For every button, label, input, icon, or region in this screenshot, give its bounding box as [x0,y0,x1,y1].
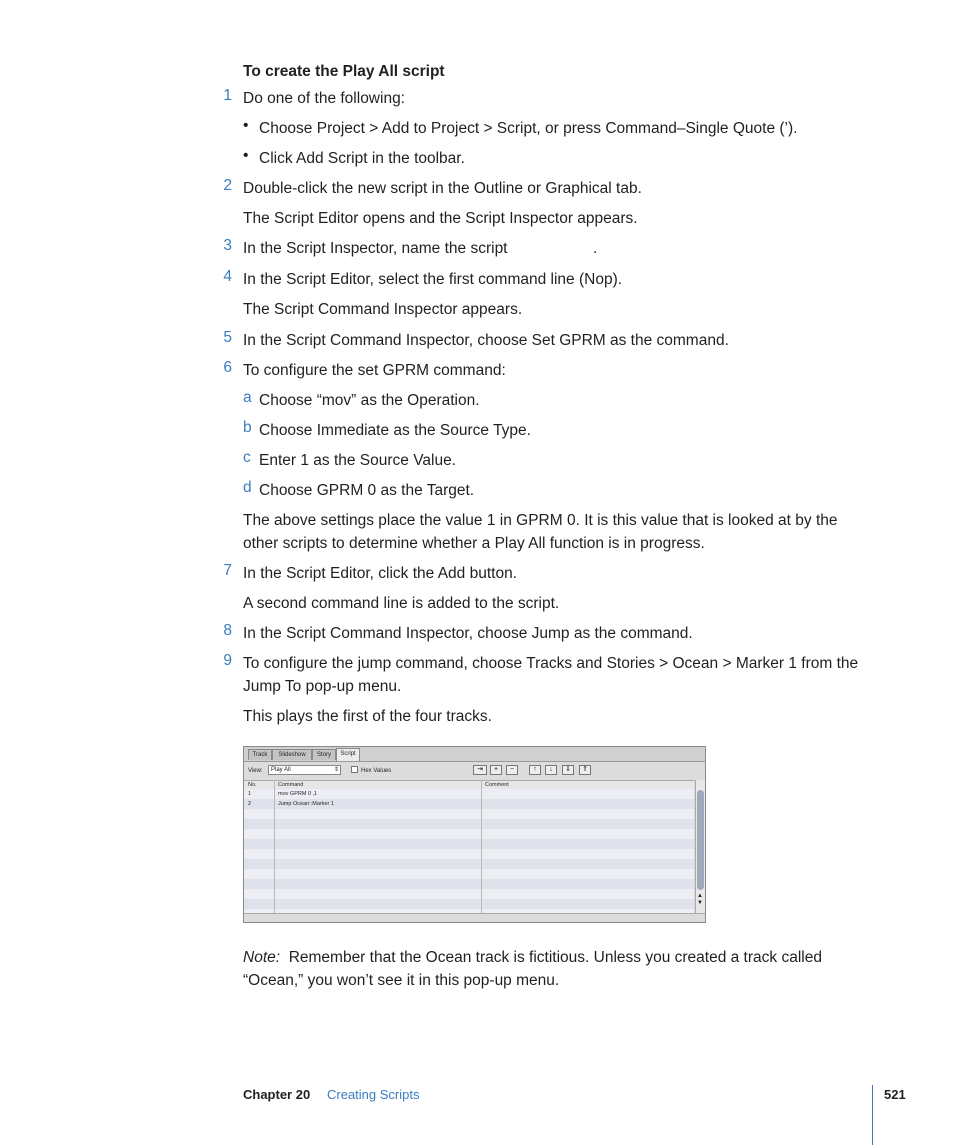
page-number: 521 [884,1087,906,1102]
table-row[interactable] [244,829,694,839]
tab-slideshow[interactable]: Slideshow [272,749,312,760]
table-row[interactable] [244,859,694,869]
view-popup[interactable] [268,765,341,775]
footer-title: Creating Scripts [327,1087,420,1102]
step-result: The Script Editor opens and the Script Inspector appears. [243,210,638,227]
substep-text: Choose “mov” as the Operation. [259,392,480,409]
tab-track[interactable]: Track [248,749,272,760]
step-number: 4 [223,268,232,285]
step-text: In the Script Command Inspector, choose Set GPRM as the command. [243,332,729,349]
step-text: Double-click the new script in the Outline or Graphical tab. [243,180,642,197]
step-text: In the Script Editor, select the first command line (Nop). [243,271,623,288]
cell-command: mov GPRM 0 ,1 [278,791,318,797]
table-row[interactable] [244,789,694,799]
step-number: 7 [223,562,232,579]
scroll-thumb[interactable] [697,790,704,890]
script-toolbar [244,762,705,780]
col-command[interactable]: Command [278,782,304,788]
table-row[interactable] [244,819,694,829]
table-row[interactable] [244,849,694,859]
insert-icon[interactable]: ⇥ [473,765,487,775]
step-number: 9 [223,652,232,669]
table-row[interactable] [244,809,694,819]
step-text: Do one of the following: [243,90,405,107]
scroll-up-icon[interactable]: ▲ [697,893,703,899]
tab-bar [244,747,705,762]
column-divider [481,780,482,913]
bullet-marker: • [243,147,249,164]
step-number: 5 [223,329,232,346]
bullet-text: Click Add Script in the toolbar. [259,150,465,167]
move-down-icon[interactable]: ↓ [545,765,557,775]
table-row[interactable] [244,839,694,849]
remove-icon[interactable]: − [506,765,518,775]
popup-arrows-icon: ⇕ [333,767,339,773]
view-popup-value: Play All [271,767,291,773]
substep-letter: d [243,479,252,496]
step-number: 3 [223,237,232,254]
note-label: Note: [243,949,281,966]
bullet-marker: • [243,117,249,134]
table-row[interactable] [244,899,694,909]
step-number: 6 [223,359,232,376]
procedure-heading: To create the Play All script [243,63,445,80]
step-text: To configure the set GPRM command: [243,362,506,379]
substep-text: Choose GPRM 0 as the Target. [259,482,475,499]
table-row[interactable] [244,799,694,809]
command-table [244,789,694,913]
bullet-text: Choose Project > Add to Project > Script, or press Command–Single Quote (’). [259,120,798,137]
table-row[interactable] [244,889,694,899]
footer-divider [872,1085,873,1145]
scroll-down-icon[interactable]: ▼ [697,900,703,906]
cell-command: Jump Ocean::Marker 1 [278,801,334,807]
hex-values-label: Hex Values [361,768,392,774]
move-top-icon[interactable]: ⇑ [579,765,591,775]
substep-letter: a [243,389,252,406]
col-comment[interactable]: Comment [485,782,509,788]
move-up-icon[interactable]: ↑ [529,765,541,775]
note-text: Remember that the Ocean track is fictitious. Unless you created a track called “Ocean,” you won’t see it in this pop-up menu. [243,949,822,989]
cell-no: 2 [248,801,252,807]
table-row[interactable] [244,869,694,879]
step-number: 1 [223,87,232,104]
step-result: The above settings place the value 1 in GPRM 0. It is this value that is looked at by the other scripts to determine whether a Play All function is in progress. [243,512,838,552]
step-text: In the Script Command Inspector, choose Jump as the command. [243,625,693,642]
tab-story[interactable]: Story [312,749,336,760]
step-result: The Script Command Inspector appears. [243,301,523,318]
move-bottom-icon[interactable]: ⇓ [562,765,574,775]
step-text: In the Script Editor, click the Add button. [243,565,517,582]
tab-script[interactable]: Script [336,748,360,761]
footer-chapter: Chapter 20 [243,1087,311,1102]
step-number: 8 [223,622,232,639]
cell-no: 1 [248,791,252,797]
view-label: View: [248,768,263,774]
script-editor-screenshot [243,746,706,923]
substep-text: Enter 1 as the Source Value. [259,452,457,469]
horizontal-scrollbar[interactable] [244,913,705,922]
note [243,946,863,992]
table-row[interactable] [244,879,694,889]
substep-letter: b [243,419,252,436]
step-number: 2 [223,177,232,194]
step-result: This plays the first of the four tracks. [243,708,492,725]
step-text: To configure the jump command, choose Tracks and Stories > Ocean > Marker 1 from the Jump To pop-up menu. [243,655,859,695]
vertical-scrollbar[interactable] [695,780,705,913]
substep-text: Choose Immediate as the Source Type. [259,422,531,439]
substep-letter: c [243,449,251,466]
add-icon[interactable]: + [490,765,502,775]
col-no[interactable]: No. [248,782,257,788]
step-period: . [593,240,598,257]
step-result: A second command line is added to the script. [243,595,560,612]
column-divider [274,780,275,913]
step-text: In the Script Inspector, name the script [243,240,508,257]
hex-values-checkbox[interactable] [351,766,358,773]
